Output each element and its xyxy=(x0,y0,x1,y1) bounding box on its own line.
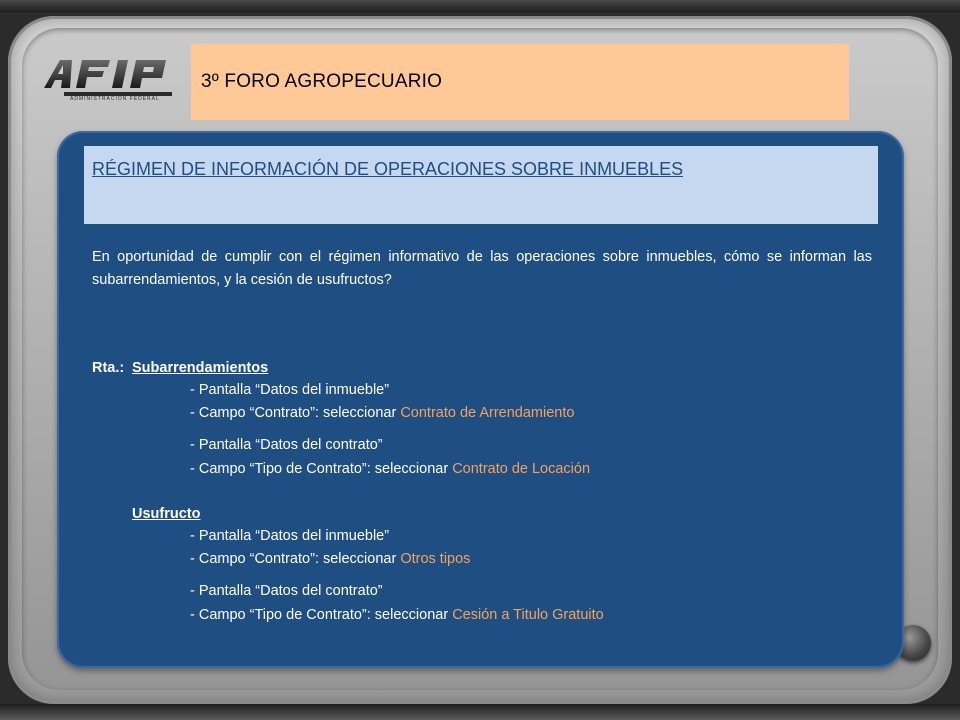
top-border xyxy=(0,0,960,12)
question-text: En oportunidad de cumplir con el régimen informativo de las operaciones sobre inmuebles, cómo se informan las subarrendamientos, y la cesión de usufructos? xyxy=(92,249,872,288)
section1-line1: - Pantalla “Datos del inmueble” xyxy=(190,382,390,398)
section1-line3: - Pantalla “Datos del contrato” xyxy=(190,437,383,453)
section2-value1: Otros tipos xyxy=(400,551,471,567)
section1-line2: - Campo “Contrato”: seleccionar Contrato de Arrendamiento xyxy=(190,405,575,421)
section1-value2: Contrato de Locación xyxy=(452,461,591,477)
section1-value1: Contrato de Arrendamiento xyxy=(400,405,575,421)
svg-text:ADMINISTRACION FEDERAL: ADMINISTRACION FEDERAL xyxy=(70,96,160,102)
afip-logo xyxy=(40,54,180,104)
bottom-border xyxy=(0,704,960,720)
section-heading-usufructo: Usufructo xyxy=(132,506,201,522)
section-heading-subarrendamientos: Subarrendamientos xyxy=(132,360,269,376)
content-panel xyxy=(57,131,904,668)
header-banner xyxy=(191,44,849,120)
section2-line2: - Campo “Contrato”: seleccionar Otros tipos xyxy=(190,551,471,567)
header-title: 3º FORO AGROPECUARIO xyxy=(201,71,443,92)
answer-label: Rta.: xyxy=(92,360,125,376)
section2-value2: Cesión a Titulo Gratuito xyxy=(452,607,604,623)
section2-line3: - Pantalla “Datos del contrato” xyxy=(190,583,383,599)
section1-line4: - Campo “Tipo de Contrato”: seleccionar Contrato de Locación xyxy=(190,461,591,477)
panel-title-box xyxy=(84,146,878,224)
section2-line1: - Pantalla “Datos del inmueble” xyxy=(190,528,390,544)
panel-title: RÉGIMEN DE INFORMACIÓN DE OPERACIONES SOBRE INMUEBLES xyxy=(92,159,684,179)
section2-line4: - Campo “Tipo de Contrato”: seleccionar Cesión a Titulo Gratuito xyxy=(190,607,604,623)
